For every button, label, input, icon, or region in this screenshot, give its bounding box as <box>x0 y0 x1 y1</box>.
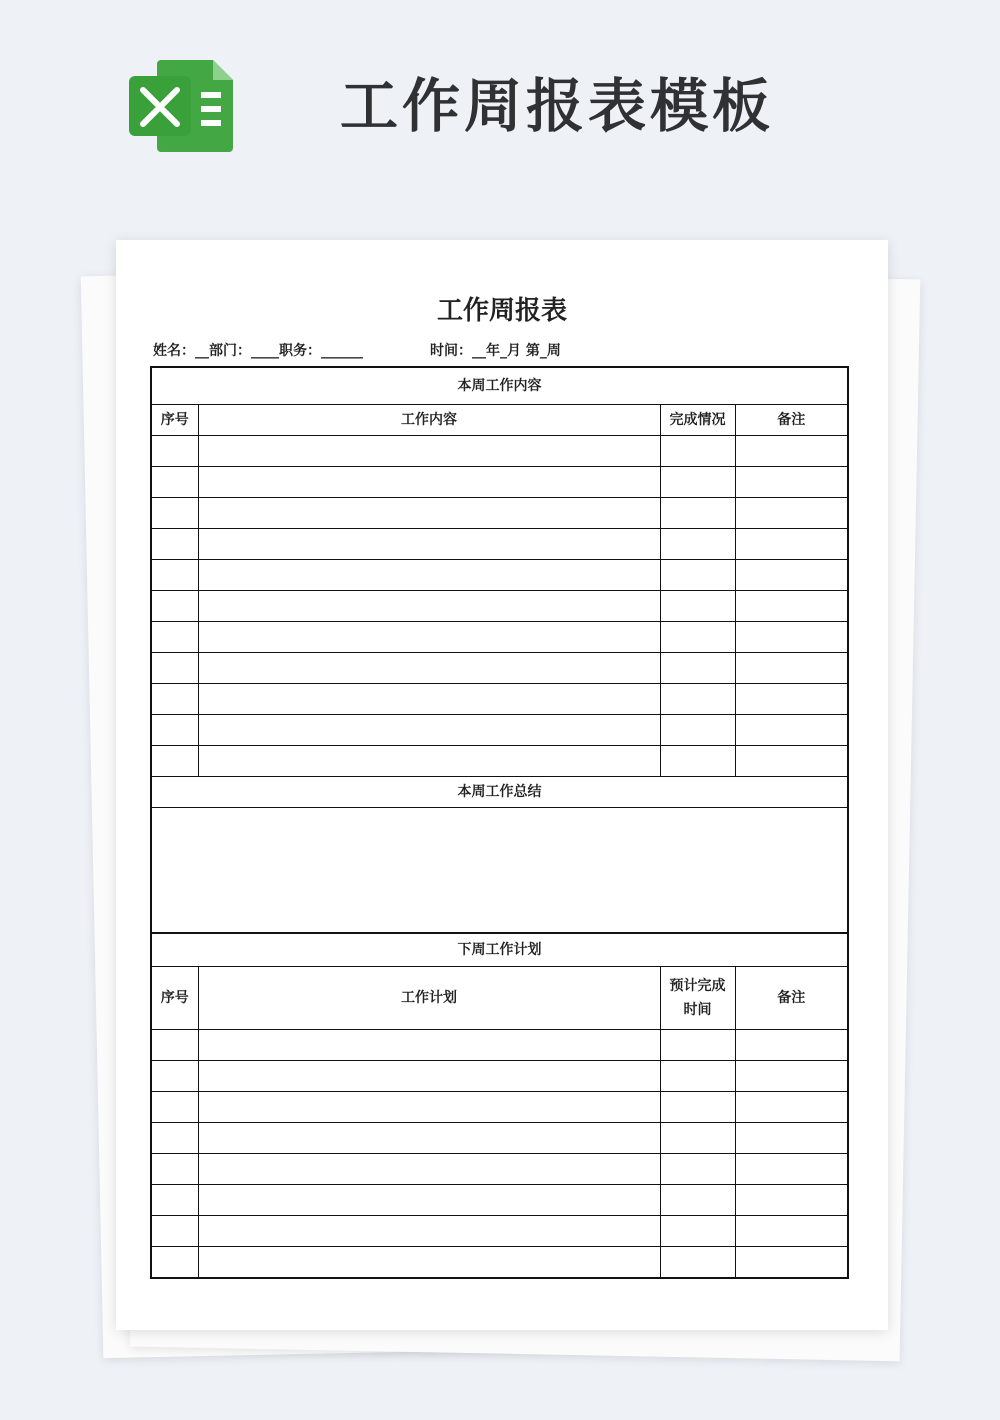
weekly-report-sheet <box>116 240 888 1330</box>
table-row <box>151 1123 848 1154</box>
column-header-row <box>151 967 848 1030</box>
table-row <box>151 684 848 715</box>
table-cell[interactable] <box>735 1154 848 1185</box>
section-title-next-week: 下周工作计划 <box>151 933 848 967</box>
table-cell[interactable] <box>198 591 660 622</box>
table-cell[interactable] <box>735 1030 848 1061</box>
table-row <box>151 560 848 591</box>
table-cell[interactable] <box>151 498 198 529</box>
table-cell[interactable] <box>660 1030 735 1061</box>
table-cell[interactable] <box>151 467 198 498</box>
column-header: 序号 <box>151 967 198 1030</box>
table-cell[interactable] <box>151 436 198 467</box>
table-row <box>151 1185 848 1216</box>
table-cell[interactable] <box>735 529 848 560</box>
table-cell[interactable] <box>660 1123 735 1154</box>
table-cell[interactable] <box>198 1030 660 1061</box>
table-cell[interactable] <box>198 560 660 591</box>
table-cell[interactable] <box>198 529 660 560</box>
table-row <box>151 746 848 777</box>
section-header <box>151 367 848 405</box>
table-cell[interactable] <box>151 1185 198 1216</box>
table-cell[interactable] <box>198 715 660 746</box>
summary-row <box>151 808 848 934</box>
table-cell[interactable] <box>660 1247 735 1279</box>
table-body <box>151 367 848 1278</box>
table-cell[interactable] <box>151 622 198 653</box>
table-row <box>151 1061 848 1092</box>
table-cell[interactable] <box>151 529 198 560</box>
table-cell[interactable] <box>660 529 735 560</box>
table-cell[interactable] <box>151 1247 198 1279</box>
table-cell[interactable] <box>151 1030 198 1061</box>
table-cell[interactable] <box>735 1185 848 1216</box>
table-cell[interactable] <box>735 498 848 529</box>
table-row <box>151 1154 848 1185</box>
table-row <box>151 1247 848 1279</box>
column-header-row <box>151 405 848 436</box>
table-cell[interactable] <box>735 1061 848 1092</box>
table-cell[interactable] <box>735 1247 848 1279</box>
column-header: 工作内容 <box>198 405 660 436</box>
table-cell[interactable] <box>735 715 848 746</box>
table-cell[interactable] <box>198 622 660 653</box>
table-cell[interactable] <box>735 436 848 467</box>
table-cell[interactable] <box>735 684 848 715</box>
weekly-report-table <box>150 366 849 1279</box>
meta-name-dept-title: 姓名：__部门：____职务：______ <box>153 343 363 359</box>
table-cell[interactable] <box>151 591 198 622</box>
table-cell[interactable] <box>660 684 735 715</box>
table-cell[interactable] <box>198 1123 660 1154</box>
table-cell[interactable] <box>735 467 848 498</box>
table-cell[interactable] <box>151 1216 198 1247</box>
section-header <box>151 933 848 967</box>
table-cell[interactable] <box>735 746 848 777</box>
table-cell[interactable] <box>151 1123 198 1154</box>
form-title: 工作周报表 <box>436 296 567 326</box>
table-cell[interactable] <box>151 746 198 777</box>
column-header: 完成情况 <box>660 405 735 436</box>
table-cell[interactable] <box>735 1216 848 1247</box>
table-row <box>151 1092 848 1123</box>
table-row <box>151 591 848 622</box>
table-row <box>151 529 848 560</box>
table-cell[interactable] <box>735 560 848 591</box>
table-cell[interactable] <box>198 1092 660 1123</box>
table-cell[interactable] <box>660 467 735 498</box>
section-title-summary: 本周工作总结 <box>151 777 848 808</box>
table-cell[interactable] <box>660 746 735 777</box>
table-cell[interactable] <box>198 1247 660 1279</box>
column-header: 备注 <box>735 405 848 436</box>
table-cell[interactable] <box>660 1061 735 1092</box>
table-row <box>151 467 848 498</box>
table-cell[interactable] <box>660 1185 735 1216</box>
table-cell[interactable] <box>198 746 660 777</box>
table-cell[interactable] <box>735 622 848 653</box>
table-row <box>151 436 848 467</box>
table-row <box>151 1216 848 1247</box>
column-header: 序号 <box>151 405 198 436</box>
table-cell[interactable] <box>151 715 198 746</box>
table-cell[interactable] <box>660 498 735 529</box>
table-cell[interactable] <box>735 1123 848 1154</box>
table-cell[interactable] <box>198 1061 660 1092</box>
meta-date-week: 时间：__年_月 第_周 <box>430 343 561 359</box>
table-cell[interactable] <box>198 1185 660 1216</box>
summary-textarea[interactable] <box>151 808 848 934</box>
table-cell[interactable] <box>151 653 198 684</box>
table-cell[interactable] <box>735 591 848 622</box>
table-cell[interactable] <box>198 684 660 715</box>
table-cell[interactable] <box>735 1092 848 1123</box>
table-cell[interactable] <box>660 715 735 746</box>
column-header: 备注 <box>735 967 848 1030</box>
table-cell[interactable] <box>198 436 660 467</box>
table-cell[interactable] <box>198 1154 660 1185</box>
table-row <box>151 622 848 653</box>
table-cell[interactable] <box>660 1092 735 1123</box>
section-title-this-week: 本周工作内容 <box>151 367 848 405</box>
table-cell[interactable] <box>198 467 660 498</box>
table-row <box>151 653 848 684</box>
table-cell[interactable] <box>198 498 660 529</box>
table-cell[interactable] <box>151 1154 198 1185</box>
table-cell[interactable] <box>660 653 735 684</box>
table-cell[interactable] <box>735 653 848 684</box>
table-cell[interactable] <box>151 1092 198 1123</box>
table-cell[interactable] <box>151 684 198 715</box>
table-cell[interactable] <box>660 591 735 622</box>
banner-title: 工作周报表模板 <box>340 72 775 140</box>
table-cell[interactable] <box>660 1154 735 1185</box>
table-cell[interactable] <box>198 653 660 684</box>
table-row <box>151 498 848 529</box>
table-cell[interactable] <box>198 1216 660 1247</box>
table-cell[interactable] <box>151 1061 198 1092</box>
excel-icon <box>129 58 235 154</box>
table-cell[interactable] <box>660 560 735 591</box>
section-header <box>151 777 848 808</box>
column-header: 工作计划 <box>198 967 660 1030</box>
table-cell[interactable] <box>151 560 198 591</box>
table-cell[interactable] <box>660 622 735 653</box>
table-row <box>151 1030 848 1061</box>
table-row <box>151 715 848 746</box>
table-cell[interactable] <box>660 436 735 467</box>
column-header: 预计完成时间 <box>660 967 735 1030</box>
table-cell[interactable] <box>660 1216 735 1247</box>
